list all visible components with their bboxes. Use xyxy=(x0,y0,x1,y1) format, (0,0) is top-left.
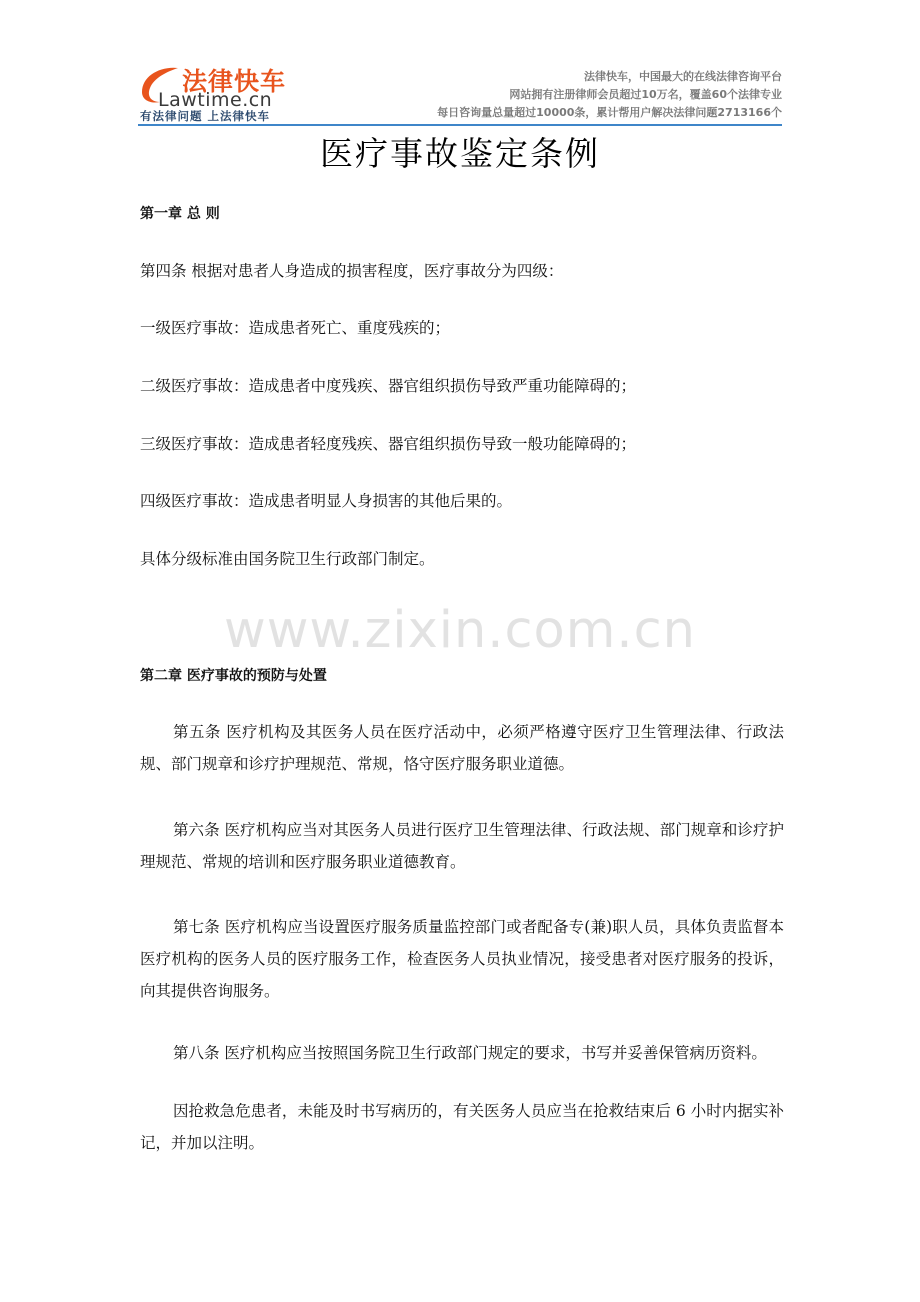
tagline-line-3: 每日咨询量总量超过10000条，累计帮用户解决法律问题2713166个 xyxy=(437,106,782,119)
document-title: 医疗事故鉴定条例 xyxy=(320,134,600,173)
logo-slogan: 有法律问题 上法律快车 xyxy=(140,109,271,123)
watermark: www.zixin.com.cn xyxy=(224,601,696,660)
grading-standard: 具体分级标准由国务院卫生行政部门制定。 xyxy=(140,550,435,568)
article-7: 第七条 医疗机构应当设置医疗服务质量监控部门或者配备专(兼)职人员，具体负责监督本医疗机构的医务人员的医疗服务工作，检查医务人员执业情况，接受患者对医疗服务的投诉，向其提供咨询服务。 xyxy=(140,918,784,1000)
header-divider xyxy=(138,124,782,126)
tagline-line-2: 网站拥有注册律师会员超过10万名，覆盖60个法律专业 xyxy=(509,88,782,101)
site-header xyxy=(138,62,782,126)
level-4-accident: 四级医疗事故：造成患者明显人身损害的其他后果的。 xyxy=(140,492,513,510)
level-2-accident: 二级医疗事故：造成患者中度残疾、器官组织损伤导致严重功能障碍的； xyxy=(140,377,637,395)
logo-chinese-text: 法律快车 xyxy=(182,67,287,96)
article-4: 第四条 根据对患者人身造成的损害程度，医疗事故分为四级： xyxy=(140,262,564,280)
chapter-1-heading: 第一章 总 则 xyxy=(140,206,220,222)
logo-english-text: Lawtime.cn xyxy=(158,89,273,111)
level-1-accident: 一级医疗事故：造成患者死亡、重度残疾的； xyxy=(140,319,451,337)
article-5: 第五条 医疗机构及其医务人员在医疗活动中，必须严格遵守医疗卫生管理法律、行政法规、部门规章和诊疗护理规范、常规，恪守医疗服务职业道德。 xyxy=(140,723,784,773)
lawtime-logo[interactable] xyxy=(138,62,313,124)
article-8: 第八条 医疗机构应当按照国务院卫生行政部门规定的要求，书写并妥善保管病历资料。 xyxy=(173,1044,767,1062)
level-3-accident: 三级医疗事故：造成患者轻度残疾、器官组织损伤导致一般功能障碍的； xyxy=(140,435,637,453)
chapter-2-heading: 第二章 医疗事故的预防与处置 xyxy=(140,668,327,684)
article-8-paragraph-2: 因抢救急危患者，未能及时书写病历的，有关医务人员应当在抢救结束后 6 小时内据实补记，并加以注明。 xyxy=(140,1102,784,1152)
header-tagline xyxy=(437,68,782,122)
tagline-line-1: 法律快车，中国最大的在线法律咨询平台 xyxy=(584,70,782,83)
article-6: 第六条 医疗机构应当对其医务人员进行医疗卫生管理法律、行政法规、部门规章和诊疗护理规范、常规的培训和医疗服务职业道德教育。 xyxy=(140,821,784,871)
